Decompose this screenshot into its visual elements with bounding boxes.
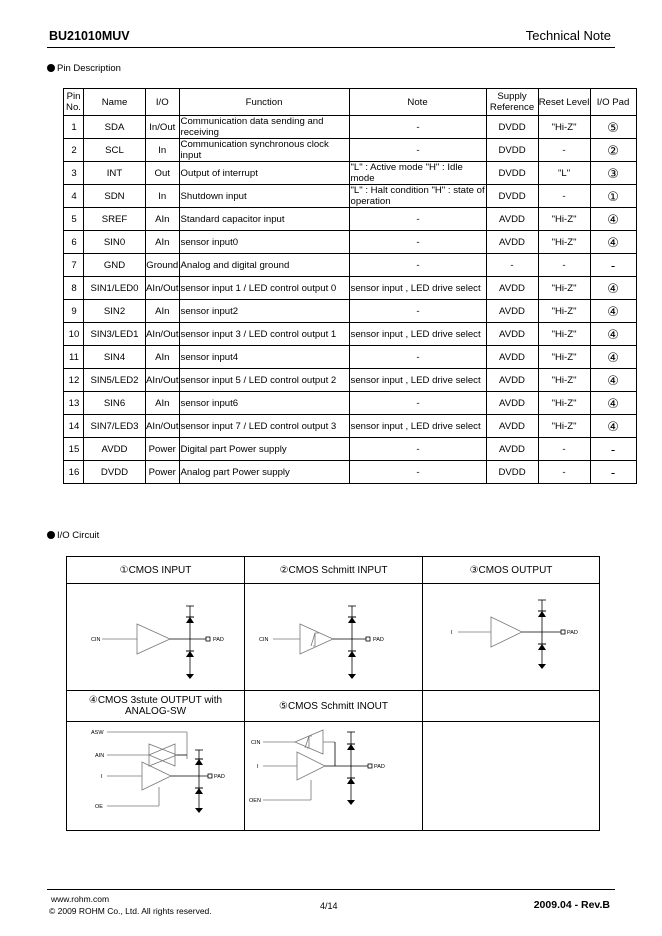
table-row (64, 323, 637, 346)
pad-cell: ④ (590, 392, 636, 415)
supply-cell: AVDD (486, 438, 538, 461)
table-row (64, 369, 637, 392)
circuit-title-cmos-schmitt-inout: ⑤CMOS Schmitt INOUT (245, 691, 423, 722)
name-cell: SDA (84, 116, 146, 139)
table-header-row (64, 89, 637, 116)
circuit-title-cmos-3state-output: ④CMOS 3stute OUTPUT with ANALOG-SW (67, 691, 245, 722)
table-row (64, 392, 637, 415)
io-cell: AIn (146, 231, 180, 254)
io-circuit-title: I/O Circuit (57, 530, 100, 541)
oen-label: OEN (249, 798, 261, 804)
circuit-title-cmos-input: ①CMOS INPUT (67, 557, 245, 584)
i-label: I (451, 630, 453, 636)
document-type: Technical Note (525, 28, 611, 43)
cmos-schmitt-input-diagram (245, 584, 423, 690)
cmos-schmitt-inout-diagram-cell (245, 722, 423, 831)
function-cell: Shutdown input (179, 185, 349, 208)
cmos-input-diagram-cell (67, 584, 245, 691)
io-cell: AIn/Out (146, 415, 180, 438)
supply-cell: - (486, 254, 538, 277)
pad-label: PAD (567, 630, 578, 636)
pad-label: PAD (373, 637, 384, 643)
footer-website: www.rohm.com (51, 894, 110, 904)
i-label: I (257, 764, 259, 770)
supply-cell: DVDD (486, 162, 538, 185)
name-cell: SDN (84, 185, 146, 208)
pad-cell: ④ (590, 415, 636, 438)
name-cell: SREF (84, 208, 146, 231)
column-header: Note (349, 89, 486, 116)
function-cell: Standard capacitor input (179, 208, 349, 231)
reset-cell: - (538, 254, 590, 277)
pad-cell: - (590, 461, 636, 484)
cin-label: CIN (91, 637, 101, 643)
supply-cell: AVDD (486, 208, 538, 231)
function-cell: sensor input 5 / LED control output 2 (179, 369, 349, 392)
n-cell: 3 (64, 162, 84, 185)
reset-cell: "Hi-Z" (538, 277, 590, 300)
note-cell: - (349, 346, 486, 369)
column-header: Function (179, 89, 349, 116)
n-cell: 8 (64, 277, 84, 300)
table-row (64, 231, 637, 254)
reset-cell: "Hi-Z" (538, 208, 590, 231)
supply-cell: AVDD (486, 277, 538, 300)
cmos-output-diagram (423, 584, 600, 690)
note-cell: - (349, 300, 486, 323)
function-cell: Output of interrupt (179, 162, 349, 185)
name-cell: SIN5/LED2 (84, 369, 146, 392)
note-cell: "L" : Active mode "H" : Idle mode (349, 162, 486, 185)
table-row (64, 254, 637, 277)
name-cell: INT (84, 162, 146, 185)
footer-rule (47, 889, 615, 890)
pad-cell: ② (590, 139, 636, 162)
name-cell: SIN6 (84, 392, 146, 415)
pad-cell: ④ (590, 369, 636, 392)
pad-label: PAD (213, 637, 224, 643)
n-cell: 11 (64, 346, 84, 369)
note-cell: - (349, 208, 486, 231)
supply-cell: AVDD (486, 415, 538, 438)
io-cell: AIn/Out (146, 369, 180, 392)
n-cell: 14 (64, 415, 84, 438)
io-cell: AIn/Out (146, 323, 180, 346)
supply-cell: AVDD (486, 323, 538, 346)
table-row (64, 438, 637, 461)
table-row (64, 461, 637, 484)
table-row (64, 185, 637, 208)
table-row (64, 300, 637, 323)
supply-cell: AVDD (486, 300, 538, 323)
cmos-schmitt-inout-diagram (245, 722, 423, 830)
table-row (64, 208, 637, 231)
n-cell: 2 (64, 139, 84, 162)
io-cell: Power (146, 438, 180, 461)
function-cell: sensor input4 (179, 346, 349, 369)
io-cell: Power (146, 461, 180, 484)
function-cell: Communication synchronous clock input (179, 139, 349, 162)
function-cell: sensor input 3 / LED control output 1 (179, 323, 349, 346)
table-row (64, 162, 637, 185)
n-cell: 7 (64, 254, 84, 277)
pad-cell: ⑤ (590, 116, 636, 139)
name-cell: DVDD (84, 461, 146, 484)
reset-cell: - (538, 185, 590, 208)
function-cell: Analog part Power supply (179, 461, 349, 484)
function-cell: sensor input 1 / LED control output 0 (179, 277, 349, 300)
page-number: 4/14 (320, 901, 338, 911)
function-cell: sensor input0 (179, 231, 349, 254)
note-cell: - (349, 139, 486, 162)
pad-cell: ④ (590, 323, 636, 346)
function-cell: Communication data sending and receiving (179, 116, 349, 139)
reset-cell: "Hi-Z" (538, 231, 590, 254)
revision: 2009.04 - Rev.B (533, 899, 610, 911)
bullet-icon (47, 531, 55, 539)
name-cell: SIN7/LED3 (84, 415, 146, 438)
io-circuit-heading (47, 530, 99, 541)
table-row (64, 116, 637, 139)
supply-cell: DVDD (486, 139, 538, 162)
io-cell: In (146, 185, 180, 208)
name-cell: SIN4 (84, 346, 146, 369)
n-cell: 15 (64, 438, 84, 461)
io-cell: Out (146, 162, 180, 185)
empty-cell (423, 691, 600, 722)
pad-cell: - (590, 438, 636, 461)
table-row (64, 415, 637, 438)
cin-label: CIN (259, 637, 269, 643)
reset-cell: "Hi-Z" (538, 415, 590, 438)
pin-description-heading (47, 63, 121, 74)
table-row (64, 346, 637, 369)
empty-cell (423, 722, 600, 831)
name-cell: AVDD (84, 438, 146, 461)
function-cell: sensor input2 (179, 300, 349, 323)
reset-cell: "Hi-Z" (538, 369, 590, 392)
cmos-3state-diagram (67, 722, 245, 830)
pad-cell: ① (590, 185, 636, 208)
pin-description-table (63, 88, 637, 484)
n-cell: 4 (64, 185, 84, 208)
pin-description-title: Pin Description (57, 63, 121, 74)
reset-cell: "Hi-Z" (538, 300, 590, 323)
note-cell: - (349, 254, 486, 277)
note-cell: - (349, 392, 486, 415)
io-cell: AIn/Out (146, 277, 180, 300)
note-cell: - (349, 116, 486, 139)
cmos-output-diagram-cell (423, 584, 600, 691)
pad-label: PAD (374, 764, 385, 770)
note-cell: sensor input , LED drive select (349, 415, 486, 438)
name-cell: SCL (84, 139, 146, 162)
circuit-title-cmos-output: ③CMOS OUTPUT (423, 557, 600, 584)
function-cell: sensor input6 (179, 392, 349, 415)
pad-cell: ④ (590, 300, 636, 323)
bullet-icon (47, 64, 55, 72)
supply-cell: DVDD (486, 185, 538, 208)
part-number: BU21010MUV (49, 29, 130, 43)
i-label: I (101, 774, 103, 780)
reset-cell: "L" (538, 162, 590, 185)
pad-cell: ④ (590, 208, 636, 231)
pad-cell: ④ (590, 231, 636, 254)
name-cell: SIN3/LED1 (84, 323, 146, 346)
table-row (64, 139, 637, 162)
function-cell: Digital part Power supply (179, 438, 349, 461)
cmos-input-diagram (67, 584, 245, 690)
supply-cell: AVDD (486, 392, 538, 415)
n-cell: 1 (64, 116, 84, 139)
ain-label: AIN (95, 753, 105, 759)
supply-cell: AVDD (486, 231, 538, 254)
column-header: I/O Pad (590, 89, 636, 116)
n-cell: 10 (64, 323, 84, 346)
pad-cell: - (590, 254, 636, 277)
pad-label: PAD (214, 774, 225, 780)
column-header: I/O (146, 89, 180, 116)
column-header: Reset Level (538, 89, 590, 116)
note-cell: - (349, 461, 486, 484)
reset-cell: "Hi-Z" (538, 116, 590, 139)
column-header: Name (84, 89, 146, 116)
io-cell: AIn (146, 346, 180, 369)
pad-cell: ③ (590, 162, 636, 185)
pad-cell: ④ (590, 277, 636, 300)
supply-cell: DVDD (486, 116, 538, 139)
table-row (64, 277, 637, 300)
io-cell: In (146, 139, 180, 162)
supply-cell: AVDD (486, 369, 538, 392)
note-cell: sensor input , LED drive select (349, 323, 486, 346)
cmos-3state-diagram-cell (67, 722, 245, 831)
note-cell: - (349, 438, 486, 461)
reset-cell: - (538, 461, 590, 484)
name-cell: SIN1/LED0 (84, 277, 146, 300)
header-rule (47, 47, 615, 48)
circuit-title-cmos-schmitt-input: ②CMOS Schmitt INPUT (245, 557, 423, 584)
io-cell: AIn (146, 392, 180, 415)
name-cell: SIN2 (84, 300, 146, 323)
name-cell: SIN0 (84, 231, 146, 254)
note-cell: - (349, 231, 486, 254)
io-cell: AIn (146, 300, 180, 323)
function-cell: Analog and digital ground (179, 254, 349, 277)
n-cell: 5 (64, 208, 84, 231)
supply-cell: AVDD (486, 346, 538, 369)
n-cell: 6 (64, 231, 84, 254)
io-cell: AIn (146, 208, 180, 231)
note-cell: sensor input , LED drive select (349, 277, 486, 300)
name-cell: GND (84, 254, 146, 277)
n-cell: 16 (64, 461, 84, 484)
io-cell: In/Out (146, 116, 180, 139)
reset-cell: "Hi-Z" (538, 346, 590, 369)
cin-label: CIN (251, 740, 261, 746)
n-cell: 13 (64, 392, 84, 415)
column-header: Pin No. (64, 89, 84, 116)
pad-cell: ④ (590, 346, 636, 369)
n-cell: 9 (64, 300, 84, 323)
note-cell: "L" : Halt condition "H" : state of operation (350, 185, 485, 207)
footer-copyright: © 2009 ROHM Co., Ltd. All rights reserved. (49, 906, 212, 916)
cmos-schmitt-input-diagram-cell (245, 584, 423, 691)
reset-cell: "Hi-Z" (538, 392, 590, 415)
io-circuit-table (66, 556, 600, 831)
reset-cell: "Hi-Z" (538, 323, 590, 346)
function-cell: sensor input 7 / LED control output 3 (179, 415, 349, 438)
note-cell: sensor input , LED drive select (349, 369, 486, 392)
n-cell: 12 (64, 369, 84, 392)
supply-cell: DVDD (486, 461, 538, 484)
io-cell: Ground (146, 254, 180, 277)
reset-cell: - (538, 438, 590, 461)
oe-label: OE (95, 804, 103, 810)
asw-label: ASW (91, 730, 104, 736)
column-header: Supply Reference (486, 89, 538, 116)
reset-cell: - (538, 139, 590, 162)
